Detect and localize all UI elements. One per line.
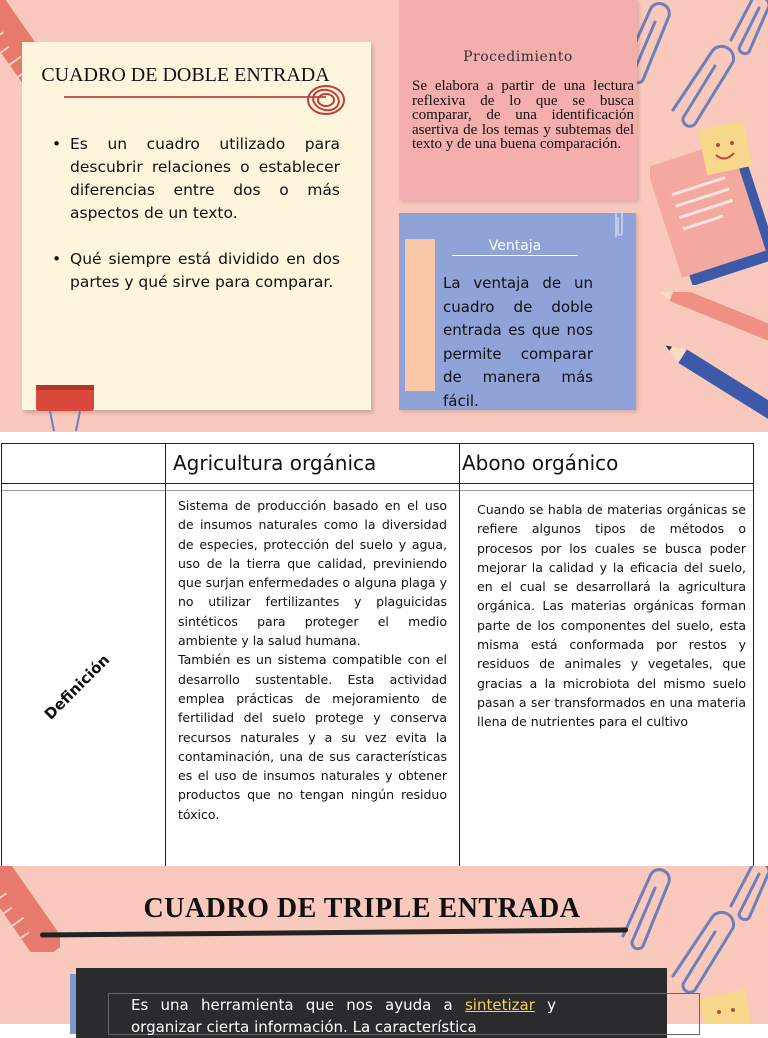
title-underline (64, 96, 326, 98)
table-cell: Cuando se habla de materias orgánicas se refiere algunos tipos de métodos o procesos por los cuales se busca poder mejorar la calidad y la eficacia del suelo, en el cual se desarrollará la agricultura orgánica. Las materias orgánicas forman parte de los componentes del suelo, esta misma está conformada por restos y residuos de animales y vegetales, que gracias a la microbiota del mismo suelo pasan a ser transformados en una materia llena de nutrientes para el cultivo (477, 502, 746, 730)
scribble-icon (304, 82, 348, 118)
table-border (459, 443, 460, 866)
paperclip-small-icon (612, 207, 626, 241)
highlighted-word: sintetizar (464, 996, 535, 1014)
table-border (1, 483, 754, 484)
definition-text (131, 994, 556, 1038)
text-segment: y organizar cierta información. La característica (131, 996, 556, 1036)
column-header: Agricultura orgánica (173, 451, 377, 475)
table-cell (178, 496, 447, 824)
bullet-item: • Qué siempre está dividido en dos partes y qué sirve para comparar. (52, 248, 340, 294)
table-border (1, 443, 754, 444)
definition-list (52, 133, 340, 317)
binder-clip-icon (36, 383, 96, 432)
slide-doble-entrada (0, 0, 768, 432)
table-border (1, 490, 754, 491)
table-border (1, 443, 2, 866)
procedimiento-text: Se elabora a partir de una lectura reflexiva de lo que se busca comparar, de una identificación asertiva de los temas y subtemas del texto y de una buena comparación. (412, 78, 634, 152)
slide-title: CUADRO DE DOBLE ENTRADA (41, 64, 330, 86)
slide-title: CUADRO DE TRIPLE ENTRADA (143, 893, 581, 924)
ventaja-text: La ventaja de un cuadro de doble entrada es que nos permite comparar de manera más fácil. (443, 274, 593, 410)
ventaja-accent-strip (405, 239, 435, 391)
ventaja-title: Ventaja (452, 238, 578, 256)
column-header: Abono orgánico (462, 451, 619, 475)
table-border (165, 443, 166, 866)
cell-paragraph: Sistema de producción basado en el uso de insumos naturales como la diversidad de especies, protección del suelo y agua, uso de la tierra que calidad, previniendo que surjan enfermedades o alguna plaga y no utilizar fertilizantes y plaguicidas sintéticos para proteger el medio ambiente y la salud humana. (178, 498, 447, 649)
bullet-item: • Es un cuadro utilizado para descubrir relaciones o establecer diferencias entre dos o más aspectos de un texto. (52, 133, 340, 225)
text-segment: Es una herramienta que nos ayuda a (131, 996, 465, 1014)
row-label: Definición (40, 650, 114, 724)
pencil-icon (648, 292, 768, 432)
procedimiento-title: Procedimiento (463, 49, 573, 65)
cell-paragraph: También es un sistema compatible con el desarrollo sustentable. Esta actividad emplea prácticas de mejoramiento de fertilidad del suelo protege y conserva recursos naturales y a su vez evita la contaminación, una de sus características es el uso de insumos naturales y obtener productos que no tengan ningún residuo tóxico. (178, 652, 447, 822)
notebook-icon (650, 115, 768, 285)
table-border (753, 443, 754, 866)
